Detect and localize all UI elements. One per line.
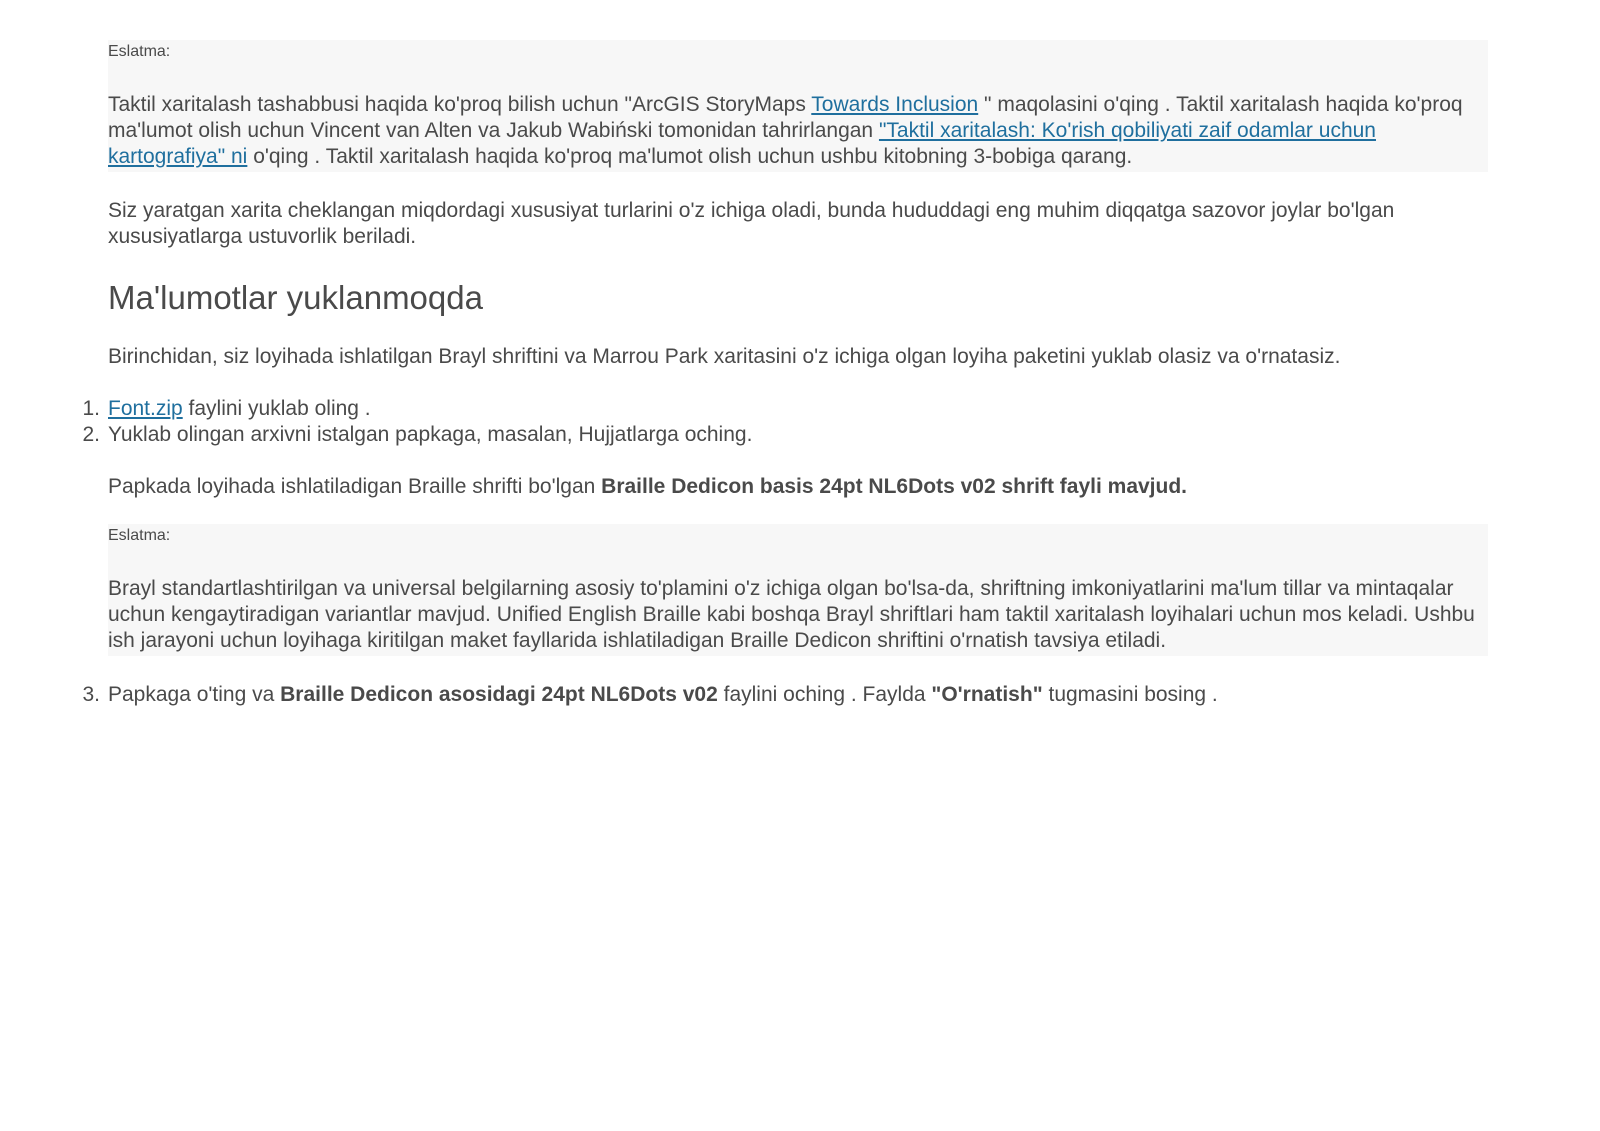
note-box-tactile-mapping — [108, 40, 1488, 172]
note-label: Eslatma: — [108, 527, 171, 544]
note-box-braille — [108, 524, 1488, 656]
step-number: 2. — [82, 423, 100, 446]
list-item-step-1 — [82, 396, 1488, 422]
step-text: Yuklab olingan arxivni istalgan papkaga, masalan, Hujjatlarga oching. — [108, 423, 753, 446]
note-text — [108, 92, 1488, 170]
note-text: Brayl standartlashtirilgan va universal belgilarning asosiy to'plamini o'z ichiga olgan bo'lsa-da, shriftning imkoniyatlarini ma'lum tillar va mintaqalar uchun kengaytiradigan variantlar mavjud. Unified English Braille kabi boshqa Brayl shriftlari ham taktil xaritalash loyihalari uchun mos keladi. Ushbu ish jarayoni uchun loyihaga kiritilgan maket fayllarida ishlatiladigan Braille Dedicon shriftini o'rnatish tavsiya etiladi. — [108, 577, 1475, 652]
step-text-b: faylini oching . Faylda — [717, 683, 932, 706]
folder-bold-text: Braille Dedicon basis 24pt NL6Dots v02 shrift fayli mavjud. — [601, 475, 1188, 498]
towards-inclusion-link[interactable]: Towards Inclusion — [811, 93, 979, 116]
font-zip-link[interactable]: Font.zip — [108, 397, 183, 420]
list-item-step-3 — [82, 682, 1488, 708]
section-heading: Ma'lumotlar yuklanmoqda — [108, 279, 483, 316]
note-label: Eslatma: — [108, 43, 171, 60]
step-bold-install: "O'rnatish" — [931, 683, 1043, 706]
steps-list-part2 — [82, 682, 1488, 708]
note-text-a: Taktil xaritalash tashabbusi haqida ko'proq bilish uchun "ArcGIS StoryMaps — [108, 93, 812, 116]
step-number: 1. — [82, 397, 100, 420]
note-text-c: o'qing . Taktil xaritalash haqida ko'proq ma'lumot olish uchun ushbu kitobning 3-bobiga qarang. — [247, 145, 1133, 168]
document-content — [82, 40, 1488, 708]
step-text: faylini yuklab oling . — [182, 397, 371, 420]
tactile-mapping-book-link[interactable]: "Taktil xaritalash: Ko'rish qobiliyati zaif odamlar uchun kartografiya" ni — [108, 119, 1376, 168]
step-text-a: Papkaga o'ting va — [108, 683, 281, 706]
folder-paragraph — [108, 474, 1488, 500]
folder-text: Papkada loyihada ishlatiladigan Braille shrifti bo'lgan — [108, 475, 602, 498]
intro-paragraph: Birinchidan, siz loyihada ishlatilgan Brayl shriftini va Marrou Park xaritasini o'z ichiga olgan loyiha paketini yuklab olasiz va o'rnatasiz. — [108, 345, 1341, 368]
step-bold-filename: Braille Dedicon asosidagi 24pt NL6Dots v02 — [280, 683, 718, 706]
steps-list-part1 — [82, 396, 1488, 448]
features-paragraph: Siz yaratgan xarita cheklangan miqdordagi xususiyat turlarini o'z ichiga oladi, bunda hududdagi eng muhim diqqatga sazovor joylar bo'lgan xususiyatlarga ustuvorlik beriladi. — [108, 199, 1395, 248]
step-number: 3. — [82, 683, 100, 706]
note-text-b: " maqolasini o'qing . Taktil xaritalash haqida ko'proq ma'lumot olish uchun Vincent van Alten va Jakub Wabiński tomonidan tahrirlangan — [108, 93, 1463, 142]
list-item-step-2 — [82, 422, 1488, 448]
step-text-c: tugmasini bosing . — [1042, 683, 1218, 706]
